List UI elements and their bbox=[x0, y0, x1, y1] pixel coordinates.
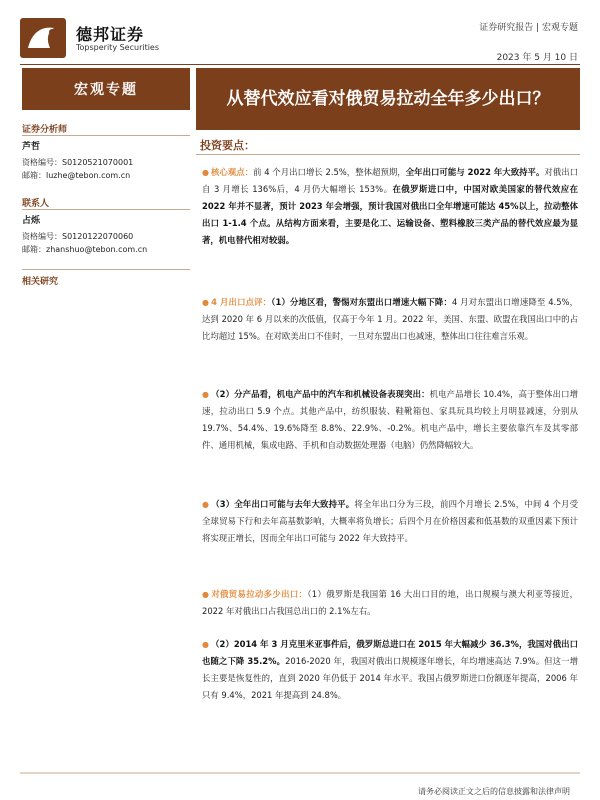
analyst-section bbox=[22, 122, 190, 135]
footer-divider bbox=[20, 772, 580, 774]
bullet-icon: ● bbox=[202, 390, 210, 399]
paragraph-core-view: ● 核心观点：前 4 个月出口增长 2.5%，整体超预期，全年出口可能与 2022 年大致持平。对俄出口自 3 月增长 136%后，4 月仍大幅增长 153%。在俄罗斯进口中，中国对欧美国家的替代效应在 2022 年并不显著，预计 2023 年会增强，预计我国对俄出口全年增速可能达 45%以上，拉动整体出口 1-1.4 个点。从结构方面来看，主要是化工、运输设备、塑料橡胶三类产品的替代效应最为显著，机电替代相对较弱。 bbox=[202, 167, 579, 245]
paragraph-full-year: ● （3）全年出口可能与去年大致持平。将全年出口分为三段，前四个月增长 2.5%，中间 4 个月受全球贸易下行和去年高基数影响，大概率将负增长；后四个月在价格因素和低基数的双重因素下预计将实现正增长，因而全年出口可能与 2022 年大致持平。 bbox=[202, 499, 579, 543]
related-heading: 相关研究 bbox=[22, 277, 59, 287]
paragraph-russia-trade: ● 对俄贸易拉动多少出口：（1）俄罗斯是我国第 16 大出口目的地，出口规模与澳大利亚等接近，2022 年对俄出口占我国总出口的 2.1%左右。 bbox=[202, 589, 578, 616]
bullet-icon: ● bbox=[202, 590, 210, 599]
analyst-info bbox=[22, 139, 190, 182]
sidebar-divider bbox=[22, 209, 190, 210]
contact-email[interactable]: 邮箱：zhanshuo@tebon.com.cn bbox=[22, 245, 148, 254]
brand-name-en: Topsperity Securities bbox=[76, 43, 160, 52]
brand-name: 德邦证券 bbox=[76, 25, 145, 44]
contact-name: 占烁 bbox=[22, 216, 41, 226]
topic-banner: 宏观专题 bbox=[22, 68, 190, 110]
analyst-email[interactable]: 邮箱：luzhe@tebon.com.cn bbox=[22, 171, 131, 180]
bullet-icon: ● bbox=[202, 298, 210, 307]
paragraph-products: ● （2）分产品看，机电产品中的汽车和机械设备表现突出：机电产品增长 10.4%，高于整体出口增速，拉动出口 5.9 个点。其他产品中，纺织服装、鞋靴箱包、家具玩具均较上月明显减速，分别从 19.7%、54.4%、19.6%降至 8.8%、22.9%、-0.2%。机电产品中，增长主要依靠汽车及其零部件、通用机械，集成电路、手机和自动数据处理器（电脑）仍然降幅较大。 bbox=[202, 389, 578, 450]
bullet-icon: ● bbox=[202, 640, 210, 649]
key-points-divider bbox=[196, 154, 580, 155]
sidebar-divider bbox=[22, 269, 190, 270]
key-points-heading: 投资要点： bbox=[200, 139, 255, 152]
report-type: 证券研究报告 | 宏观专题 bbox=[479, 23, 578, 33]
analyst-heading: 证券分析师 bbox=[22, 125, 68, 135]
header-divider bbox=[20, 64, 580, 65]
contact-cert: 资格编号：S0120122070060 bbox=[22, 232, 134, 241]
contact-info bbox=[22, 213, 190, 256]
related-section bbox=[22, 274, 190, 287]
contact-heading: 联系人 bbox=[22, 199, 50, 209]
report-title: 从替代效应看对俄贸易拉动全年多少出口？ bbox=[196, 68, 580, 130]
paragraph-crimea: ● （2）2014 年 3 月克里米亚事件后，俄罗斯总进口在 2015 年大幅减少 36.3%，我国对俄出口也随之下降 35.2%。2016-2020 年，我国对俄出口规模逐年增长，年均增速高达 7.9%。但这一增长主要是恢复性的，直到 2020 年仍低于 2014 年水平。我国占俄罗斯进口份额逐年提高，2006 年只有 9.4%，2021 年提高到 24.8%。 bbox=[202, 639, 578, 700]
footer-disclaimer: 请务必阅读正文之后的信息披露和法律声明 bbox=[418, 787, 570, 796]
paragraph-april-review: ● 4 月出口点评：（1）分地区看，警惕对东盟出口增速大幅下降：4 月对东盟出口增速降至 4.5%，达到 2020 年 6 月以来的次低值，仅高于今年 1 月。2022 年，美国、东盟、欧盟在我国出口中的占比均超过 15%。在对欧美出口不佳时，一旦对东盟出口也减速，整体出口往往难言乐观。 bbox=[202, 297, 579, 341]
bullet-icon: ● bbox=[202, 500, 210, 509]
report-date: 2023 年 5 月 10 日 bbox=[496, 53, 578, 63]
brand-logo bbox=[20, 18, 66, 58]
analyst-name: 芦哲 bbox=[22, 142, 41, 152]
analyst-cert: 资格编号：S0120521070001 bbox=[22, 158, 134, 167]
contact-section bbox=[22, 196, 190, 209]
bullet-icon: ● bbox=[202, 168, 210, 177]
sidebar-divider bbox=[22, 135, 190, 136]
